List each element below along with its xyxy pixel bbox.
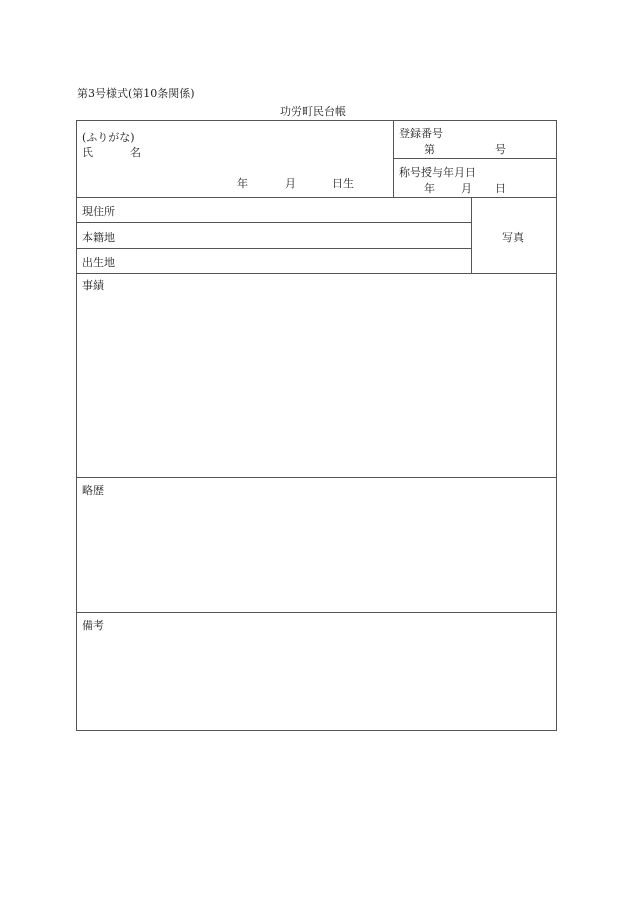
name-label-mei: 名 — [130, 146, 141, 159]
divider — [76, 197, 557, 198]
address-label: 現住所 — [82, 205, 115, 218]
birth-year-label: 年 — [237, 177, 248, 190]
form-title: 功労町民台帳 — [280, 105, 346, 118]
history-label: 略歴 — [82, 484, 104, 497]
birth-month-label: 月 — [285, 177, 296, 190]
registration-label: 登録番号 — [399, 127, 443, 140]
divider — [393, 158, 557, 159]
registration-go: 号 — [495, 143, 506, 156]
remarks-label: 備考 — [82, 619, 104, 632]
registration-dai: 第 — [424, 143, 435, 156]
birth-day-label: 日生 — [332, 177, 354, 190]
divider — [76, 248, 471, 249]
birthplace-label: 出生地 — [82, 256, 115, 269]
divider — [471, 197, 472, 273]
furigana-label: (ふりがな) — [82, 131, 135, 144]
divider — [76, 273, 557, 274]
form-table — [76, 120, 557, 731]
divider — [76, 477, 557, 478]
domicile-label: 本籍地 — [82, 231, 115, 244]
photo-label: 写真 — [502, 231, 524, 244]
award-month-label: 月 — [461, 182, 472, 195]
award-year-label: 年 — [424, 182, 435, 195]
divider — [76, 612, 557, 613]
achievements-label: 事績 — [82, 279, 104, 292]
form-number: 第3号様式(第10条関係) — [77, 87, 195, 100]
award-date-label: 称号授与年月日 — [399, 166, 476, 179]
divider — [76, 222, 471, 223]
name-label-shi: 氏 — [82, 146, 93, 159]
award-day-label: 日 — [495, 182, 506, 195]
